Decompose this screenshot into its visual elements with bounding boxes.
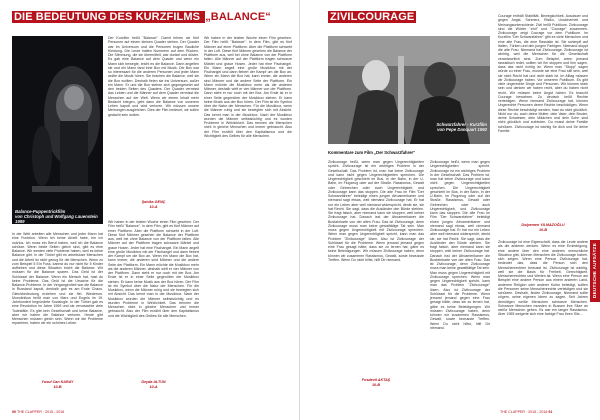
- author-sahika: [108, 200, 199, 209]
- balance-caption-line1: Balance-Puppentrickfilm: [15, 209, 66, 214]
- col2-bottom-paragraph: Wir haben in der letzten Woche einen Film gesehen. Der Film heißt "Balance". In dem Film, gibt es fünf Männer auf einer Plattform. Aber die Plattform schwebt in der Luft. Diese fünf Männer gesehen die Balance der Plattform aus, weil bei ohne Balance von der Plattform fallen. Alle Männer auf der Plattform tragen schwarze Mäntel und graue Hosen. Jeder hat eine Fischangel. Ein Mann angelt eine große Musikbox mit der Fischangel und dann fiebert der Kampf um die Box an. Wenn ein Mann die Box hat, kann immer, die anderen sind Männer und die andere Seite der Plattform. Ein Mann möchte die Musikbox mehr als die anderen Männer, deshalb wirft er vier Männer von der Plattform. Dann steht er nur noch mit der Box. Am Ende ist er in einer Seite gegenüber der Musikbox stehen. Er kann keine Musik aus der Box hören. Der Film ist ein Symbol über die Natur der Menschen. Für die Musikbox, wenn die Männer ruhig und sie bewegten sich mit Absicht. Das kennt man in der Musikbox. Nach der Musikbox wurden die Männer selbstsüchtig und es wurden Probleme in Wirklichkeit. Das trennen die Menschen nicht in gleiche Menschen und immer gebraucht. Also der Film erzählt über den Kapitalismus und die Wichtigkeit des Gelbes für alle Menschen.: [108, 220, 199, 318]
- left-article-col3: [204, 36, 292, 370]
- left-headline: [12, 11, 271, 23]
- right-col1b-paragraph: Zivilcourage heißt, wenn man gegen Ungerechtigkeiten spricht. Zivilcourage ist ein wichtiges Problem in der Gesellschaft. Das Problem ist, man hat keine Zivilcourage und kann nicht gegen Ungerechtigkeiten sprechen. Die Ungerechtigkeit geschieht im Bus, in der Bahn, in der U-Bahn, im Flugzeug oder auf der Straße. Rassismus, Gewalt oder Gebrechen oder auch Ungerechtigkeit, und Zivilcourage kann das stoppen. Die alte Frau im Film "Der Schwarzfahrer" beleidigt einen jungen Afroamerikaner und niemand sagt etwas, weil niemand Zivilcourage hat. Er hat nur ein Leben aber weil niemand widerspricht, denkt sie, sie hat Recht. Sie sagt, dass die Ausländer den Bürde stehlen. Sie fragt falsch, aber niemand kann sie stoppen, weil keiner Zivilcourage hat. Danach isst der Afroamerikaner die Busfahrkarte von der alten Frau. Das ist Zivilcourage, denn Zivilcourage muss man keine gewalttätige Tat sein. Man muss gegen Ungerechtigkeit mit Zivilcourage sprechen. Wenn man gegen Ungerechtigkeit spricht, kann man das Problem "Zivilcourage" lösen. Also ist Zivilcourage der Schlüssel für die Probleme. Wenn jemand jemand gegen eine Frau gesagt hätte, dass sie zu lernen hat, gäbe es keine Beleidigungen. Wir müssen Zivilcourage haben, denn können wir zusammen Rassismus, Gewalt, sowie bewusste Treffen. Wenn Du nicht hilfst, hilft Dir niemand.: [430, 160, 490, 330]
- right-page-number: 91: [548, 410, 553, 414]
- right-article-col1: [328, 160, 424, 366]
- left-article-col2-top: [108, 36, 199, 196]
- schwarzfahrer-caption-line1: Schwarzfahrer - Kurzfilm: [436, 122, 487, 127]
- author-dolpemen: [498, 223, 588, 232]
- left-article-col2-bottom: [108, 220, 199, 370]
- left-footer-text: THE CLAPPER · 2015 - 2016: [16, 410, 65, 414]
- right-article-col2-bottom: [498, 240, 588, 402]
- schwarzfahrer-photo-caption: [423, 122, 487, 132]
- balance-puppet-image: [12, 36, 103, 224]
- left-headline-text: DIE BEDEUTUNG DES KURZFILMS: [14, 11, 204, 23]
- author-name: Deyda ALTUN: [141, 380, 166, 384]
- right-footer-text: THE CLAPPER · 2015 - 2016: [500, 410, 548, 414]
- right-col1-paragraph: Zivilcourage heißt, wenn man gegen Ungerechtigkeiten spricht. Zivilcourage ist ein wichtiges Problem in der Gesellschaft. Das Problem ist, man hat keine Zivilcourage und kann nicht gegen Ungerechtigkeiten sprechen. Die Ungerechtigkeit geschieht im Bus, in der Bahn, in der U-Bahn, im Flugzeug oder auf der Straße. Rassismus, Gewalt oder Gebrechen oder auch Ungerechtigkeit, und Zivilcourage kann das stoppen. Die alte Frau im Film "Der Schwarzfahrer" beleidigt einen jungen Afroamerikaner und niemand sagt etwas, weil niemand Zivilcourage hat. Er hat nur ein Leben aber weil niemand widerspricht, denkt sie, sie hat Recht. Sie sagt, dass die Ausländer den Bürde stehlen. Sie fragt falsch, aber niemand kann sie stoppen, weil keiner Zivilcourage hat. Danach isst der Afroamerikaner die Busfahrkarte von der alten Frau. Das ist Zivilcourage, denn Zivilcourage muss man keine gewalttätige Tat sein. Man muss gegen Ungerechtigkeit mit Zivilcourage sprechen. Wenn man gegen Ungerechtigkeit spricht, kann man das Problem "Zivilcourage" lösen. Also ist Zivilcourage der Schlüssel für die Probleme. Wenn jemand jemand gegen eine Frau gesagt hätte, dass sie zu lernen hat, gäbe es keine Beleidigungen. Wir müssen Zivilcourage haben, denn können wir zusammen Rassismus, Gewalt, sowie bewusste Treffen. Wenn Du nicht hilfst, hilft Dir niemand.: [328, 160, 424, 262]
- right-headline: [328, 11, 416, 23]
- left-headline-highlight: „BALANCE“: [205, 11, 271, 23]
- col2-top-paragraph: Der Kurzfilm heißt "Balance". Damit lehren wir fünf Personen auf einem kleinen Quader stehen. Der Quader war im Universum und die Personen trugen Bauliche Kleidung. Die Leute hatten Nummern auf dem Rücken. Die Stimmung, die sie übermittelt, war dunkel und düster. Es gab eine Balance auf dem Quader und wenn ein Mann sich bewegte, bricht es die Balance. Dann angelten sie und ein Mann fand eine Box mit Musik. Die Box war so interessant für die anderen Personen und jeder Mann wollte die Musik hören. Sie brachen die Balance, weil sie die Box wollten. Deshalb fielen sie ins Universum, außer ein Mann. Er und die Box stehen sich gegengesetzt auf den beiden Seiten des Quaders. Der Quader vermisst das Leiden und die Männer auf dem Quader vermisst die Menschen auf der Welt. Wenn wir einem Inhalt mehr Bedacht kriegen, geht dann die Balance von unserem Leben kaputt und wird verloren. Wir müssen unsere Meinungen ausgleichen. Dies der Film bedeuet, wir sollen gedacht sein wollen.: [108, 36, 199, 117]
- author-class: 10-B: [53, 384, 62, 389]
- author-class: 10-B: [539, 227, 547, 232]
- kommentar-title: Kommentare zum Film „Der Schwarzfahrer“: [328, 150, 416, 155]
- author-class: 10-B: [372, 382, 380, 387]
- right-article-col1b: [430, 160, 490, 366]
- author-class: 10-A: [149, 204, 158, 209]
- balance-caption-line2: von Christoph und Wolfgang Lauenstein 1989: [15, 214, 98, 224]
- col3-paragraph: Wir haben in der letzten Woche einen Film gesehen. Der Film heißt "Balance". In dem Film, gibt es fünf Männer auf einer Plattform. Aber die Plattform schwebt in der Luft. Diese fünf Männer gesehen die Balance der Plattform aus, weil bei ohne Balance von der Plattform fallen. Alle Männer auf der Plattform tragen schwarze Mäntel und graue Hosen. Jeder hat eine Fischangel. Ein Mann angelt eine große Musikbox mit der Fischangel und dann fiebert der Kampf um die Box an. Wenn ein Mann die Box hat, kann immer, die anderen sind Männer und die andere Seite der Plattform. Ein Mann möchte die Musikbox mehr als die anderen Männer, deshalb wirft er vier Männer von der Plattform. Dann steht er nur noch mit der Box. Am Ende ist er in einer Seite gegenüber der Musikbox stehen. Er kann keine Musik aus der Box hören. Der Film ist ein Symbol über die Natur der Menschen. Für die Musikbox, wenn die Männer ruhig und sie bewegten sich mit Absicht. Das kennt man in der Musikbox. Nach der Musikbox wurden die Männer selbstsüchtig und es wurden Probleme in Wirklichkeit. Das trennen die Menschen nicht in gleiche Menschen und immer gebraucht. Also der Film erzählt über den Kapitalismus und die Wichtigkeit des Gelbes für alle Menschen.: [204, 36, 292, 138]
- right-article-col2: [498, 14, 588, 219]
- left-article-col1: [12, 232, 103, 370]
- section-side-tab: [590, 240, 600, 302]
- balance-photo: [12, 36, 103, 224]
- schwarzfahrer-photo: [328, 36, 490, 144]
- col1-paragraph: In der Welt arbeiten alle Menschen und jeder Mann hat eine Funktion. Wenn ich keine Arbeit habe, bin ich nutzlos. Ich muss ein Beruf haben, weil ich die Balance schütze. Wenn beide Seiten gleich sind, gibt es eine Balance. Wir werden viele Probleme haben, weil es keine Balance gibt. In der Türkei gibt es arbeitslose Menschen und die Arbeit ist nicht genug für die Menschen. Wenn zu zum Beispiel 5 Ein Fuss, kannst du nur nicht für 5 Kinder aufheben und diese Situation bricht die Balance. Wir müssen für die Balance sparen. Das Geld ist der Schlüssel der Balance. Wenn ein Mensch hat, hast du keine Probleme. Das Geld ist die Ursache für die Balance-Probleme. In der Vergangenheit war die Balance in Russland kaputt, deshalb gab es am Ende Chaos. Gleichbedeutung erziehen und sie fiel. Wiederum. Monolinikus heißt man von Marx und Engels im 19. Jahrhundert begründete Sozialogie. In der Türkei gab es eine Revolution im Jahre 1969 und sie verursachte viele Todesfälle. Es gibt kein Gesellschaft und keine Balance, aber wir haben die Balance verloren. Heute gibt Menschen müssen gleich sein. Wenn wir die Probleme reparieren, haben wir ein schönes Leben.: [12, 232, 103, 326]
- author-name: Dolpemen YILMAZOĞLU: [521, 223, 565, 227]
- right-headline-text: ZIVILCOURAGE: [330, 11, 415, 23]
- author-deyda: [108, 380, 199, 389]
- author-name: Fırsdevil AKTAŞ: [361, 378, 391, 382]
- left-page-number: 90: [12, 410, 16, 414]
- balance-photo-caption: [15, 209, 103, 224]
- author-firsdevil: [328, 378, 424, 387]
- left-footer: [12, 410, 64, 414]
- right-col2-bottom-paragraph: Zivilcourage ist eine Eigenschaft, dass die Leute andere als die anderen denken. Wenn es eine Erniedrigung, eine andere über den eine anderen menschliche Situation gibt, können Menschen die Zivilcourage haben, sich zeigen. Wenn eine Person Zivilcourage hat, bedeutet das, dass die Person sich den Menschenrechten bewusst ist. Zivilcourage ist wichtig, weil sie die Basis für Freiheit, Gerechtigkeit, Menschenrechten und Werten ist. Wenn eine Person am Beispiel eine andere Person aus einem anderen Land, anderem Religion oder anderer Kultur beleidigt, sollten die Personen seine Menschenrechte verteidigen und sie schützen. Deshalb, finden Zivilcourage, Niemand sollte zögern, seine eigenen Ideen zu sagen. Seit Jahren demütigen weiße Menschen schwarze Menschen. Schwarze Menschen mussten in Bussen ihre Sitze an weiße Menschen geben. Es war ein langer Rassismus. Aber 1955 weigerte sich eine farbige Frau ihren Sitz...: [498, 240, 588, 317]
- author-yusuf: [12, 380, 103, 389]
- author-class: 10-A: [149, 384, 158, 389]
- right-col2-paragraph: Courage enthält Stabilität, Bewegsichkeit, Ausdauer und gegen Angst, Schmerz, Risiko, Unsicherheit und Meinungsunterschiede. Zivil heißt Publikum. Zivilcourage sind die Wörter "zivil" und "Courage" zusammen. Zivilcourage zeigt Courage vor dem Publikum. Im Kurzfilm "Der Schwarzfahrer" gibt es viele Menschen und eine alte Frau, die eine Rassistin ist. Sie schimpft auf Italien, Türken und den jungen Farbigen. Niemand stoppt die alte Frau. Niemand hat Zivilcourage. Zivilcourage ist wichtig, weil die Menschen für die Gesellschaft verantwortlich sind. Zum Beispiel, wenn jemand rassistisch redet, sollten wir ihn stoppen und ihm sagen, dass das nicht richtig ist. Wenn man "Stopp" sagen würde zu einer Frau, musste sie eine Frau still sein, weil sie nicht Recht hat und nicht stark ist. Im Alltag müssen wir Zivilcourage haben. Vor unserem Publikum. Es gibt viele ungerechte Dinge und Personen. Wir können stark sein und denken wir haben recht, aber du haben nicht recht. Wir müssen keine Angst haben. Es braucht Courage bewahren. Zu deutsch heißt Rechte verteidigen. Wenn niemand Zivilcourage hat, können Ungerechte Personen deren Rechte beschädigen. Wenn diese Rechte beschädigt werden, hast du nicht glücklich. Nicht nur du, auch deine Mutter, dein Vater, dein Bruder, deine Schwester, dein Mädchen und dein Sohn sind nicht glücklich und zufrieden. Du musst deine Familie schützen. Zivilcourage ist wichtig für dich und für deine Familie.: [498, 14, 588, 133]
- author-name: Şahika GENÇ: [141, 200, 166, 204]
- author-name: Yusuf Can KARAY: [41, 380, 74, 384]
- right-page: [300, 0, 600, 420]
- schwarzfahrer-caption-line2: von Pepe Danquart 1992: [437, 127, 487, 133]
- right-footer: [500, 410, 552, 414]
- section-side-tab-label: DEUTSCHE AUFSÄTZE: [592, 243, 597, 298]
